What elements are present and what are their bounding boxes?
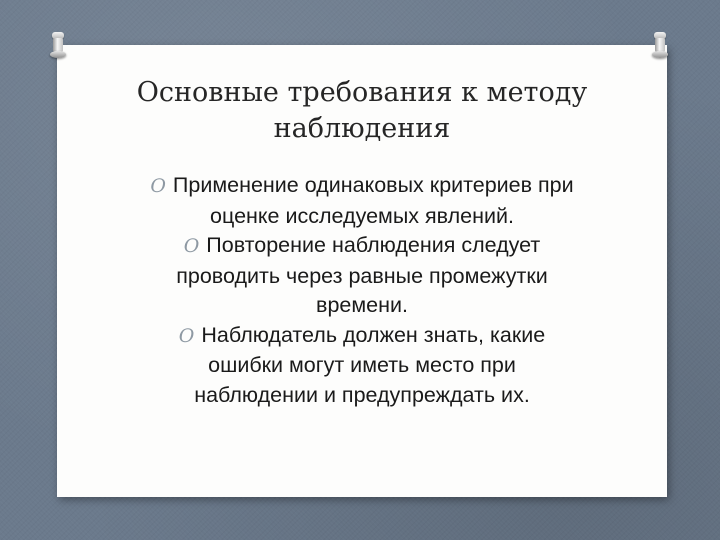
list-item-line: времени. bbox=[316, 293, 408, 317]
thumbtack-icon bbox=[50, 32, 66, 58]
list-item-line: ошибки могут иметь место при bbox=[208, 353, 516, 377]
list-item-line: Повторение наблюдения следует bbox=[206, 233, 541, 257]
thumbtack-base bbox=[50, 51, 66, 58]
slide-card bbox=[57, 45, 667, 497]
list-item-line: Применение одинаковых критериев при bbox=[172, 173, 574, 197]
list-item bbox=[57, 321, 667, 411]
list-item-line: оценке исследуемых явлений. bbox=[210, 203, 514, 228]
list-item-line: наблюдении и предупреждать их. bbox=[194, 382, 530, 407]
bullet-marker: O bbox=[183, 235, 200, 257]
bullet-marker: O bbox=[150, 175, 166, 197]
slide-title bbox=[57, 75, 667, 147]
slide-title-line-1: Основные требования к методу bbox=[136, 77, 588, 108]
bullet-marker: O bbox=[178, 324, 195, 347]
requirements-list bbox=[57, 171, 667, 410]
list-item-line: Наблюдатель должен знать, какие bbox=[201, 322, 546, 347]
thumbtack-stem bbox=[53, 38, 63, 52]
list-item bbox=[57, 171, 667, 231]
list-item bbox=[57, 231, 667, 321]
slide-title-line-2: наблюдения bbox=[273, 113, 451, 144]
list-item-line: проводить через равные промежутки bbox=[176, 263, 548, 288]
thumbtack-base bbox=[652, 51, 668, 58]
thumbtack-stem bbox=[655, 38, 665, 52]
thumbtack-icon bbox=[652, 32, 668, 58]
